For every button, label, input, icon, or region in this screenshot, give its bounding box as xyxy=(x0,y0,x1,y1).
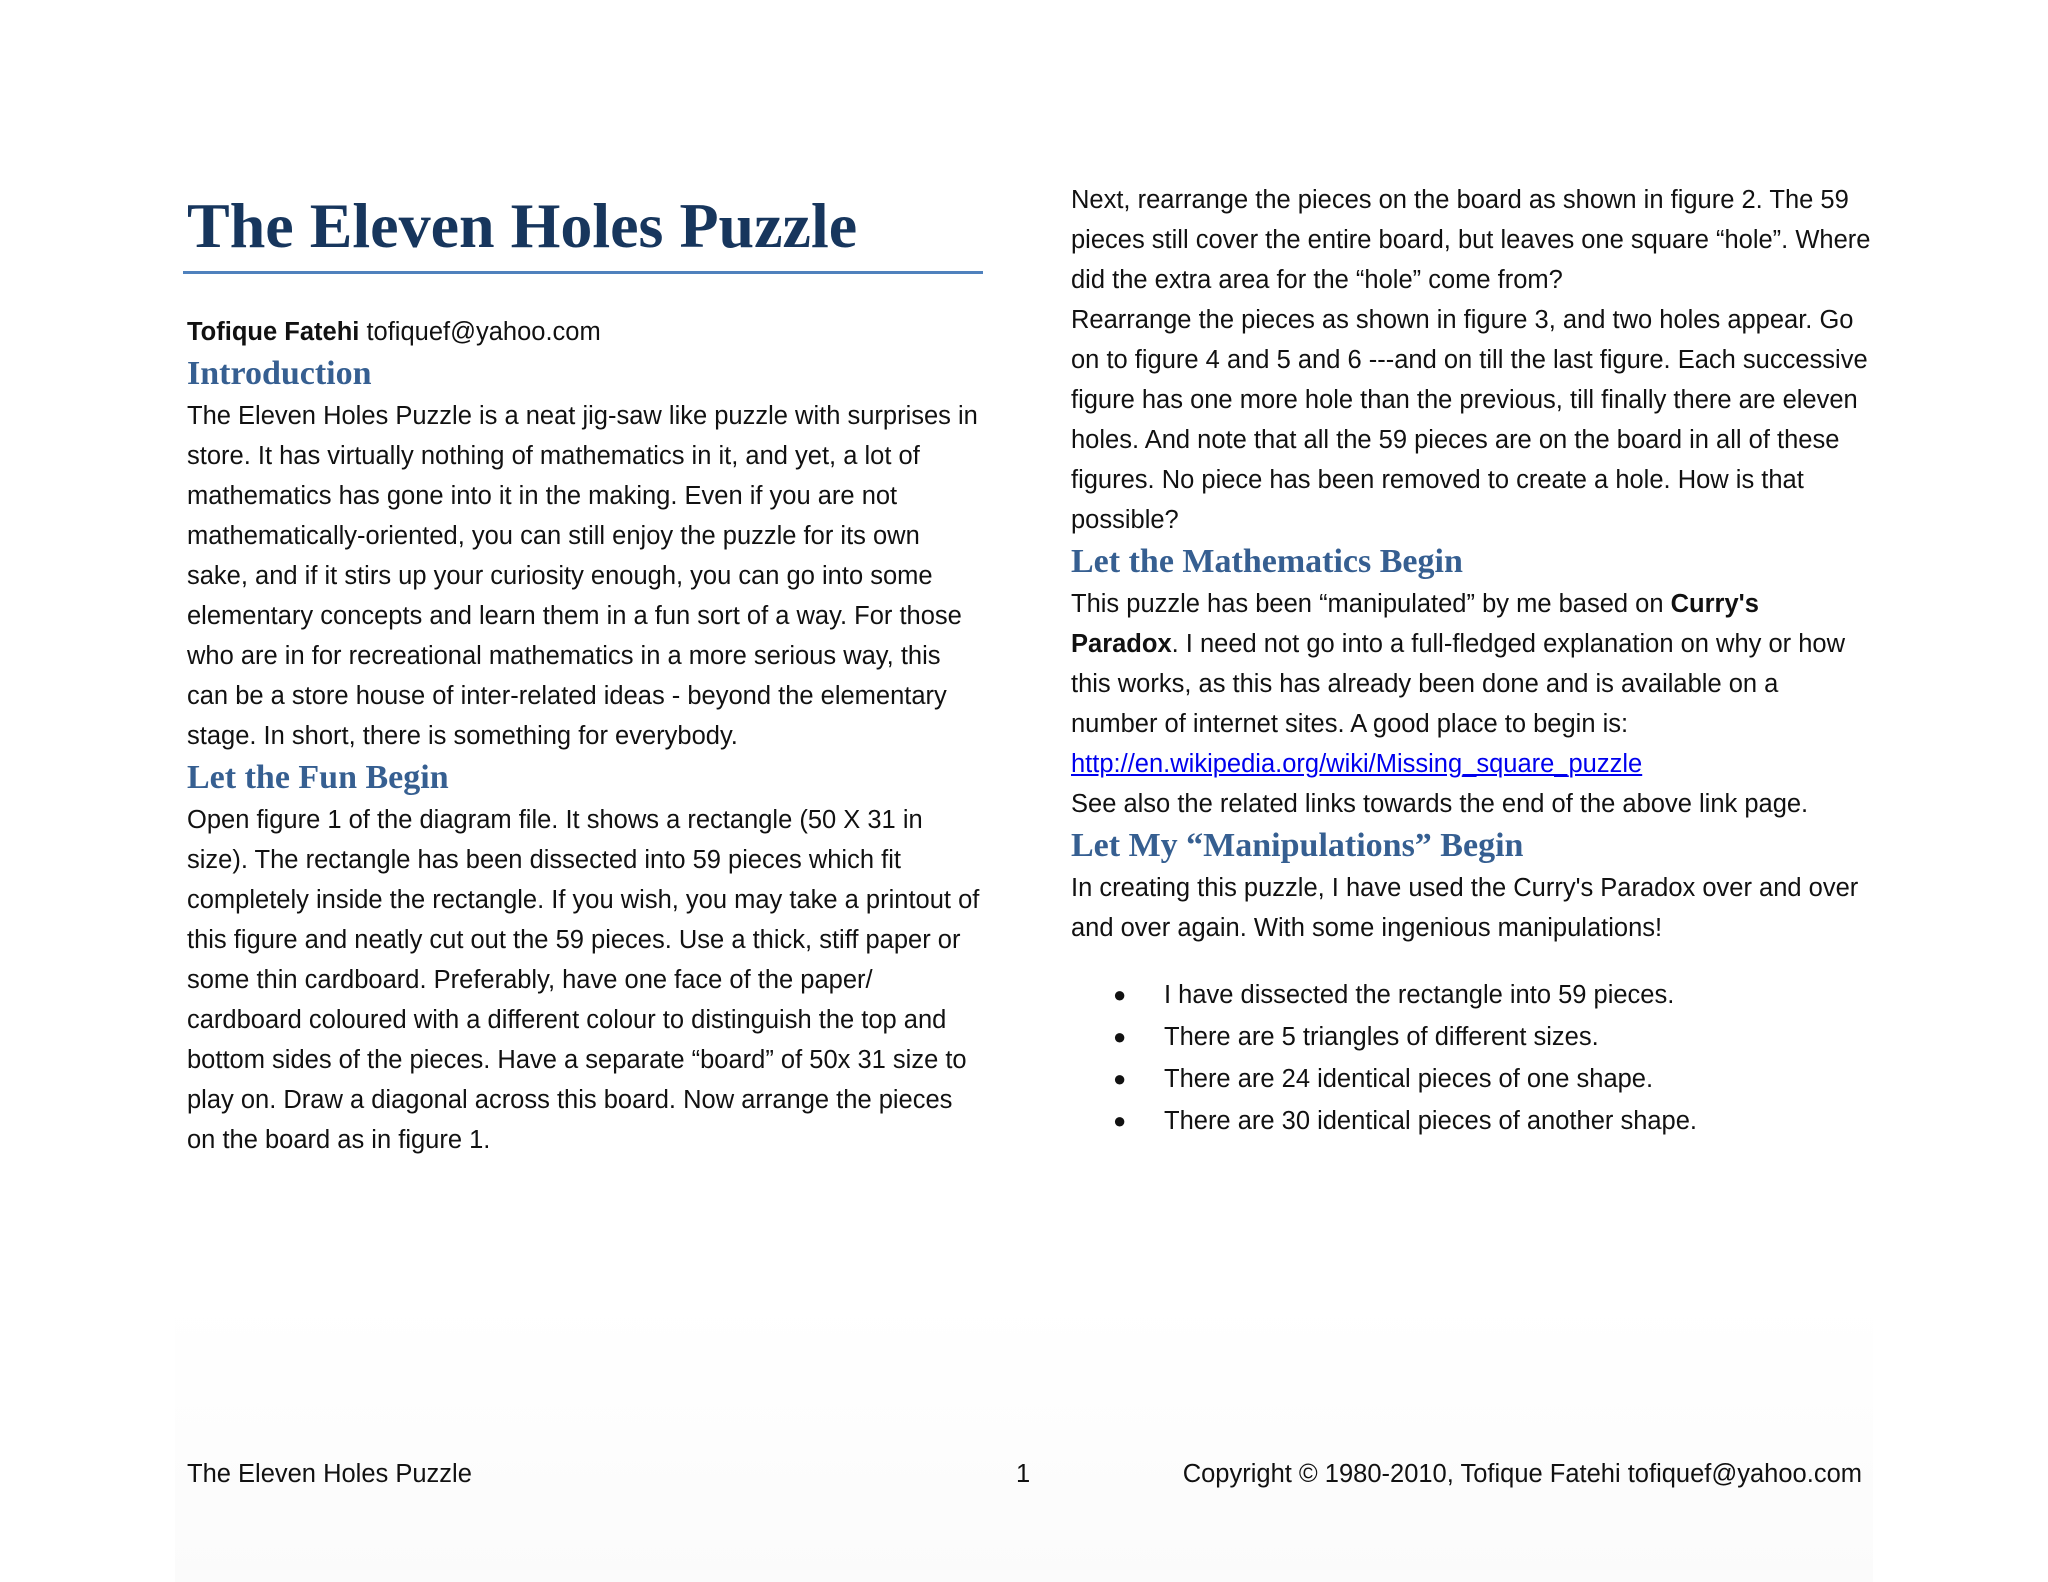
mathematics-text-lead: This puzzle has been “manipulated” by me based on xyxy=(1071,590,1671,618)
bullet-icon: ● xyxy=(1113,1108,1127,1133)
right-column xyxy=(1071,180,1871,1142)
wikipedia-link[interactable]: http://en.wikipedia.org/wiki/Missing_square_puzzle xyxy=(1071,750,1643,778)
title-underline xyxy=(183,271,983,274)
facts-list xyxy=(1071,974,1871,1142)
introduction-text: The Eleven Holes Puzzle is a neat jig-saw like puzzle with surprises in store. It has virtually nothing of mathematics in it, and yet, a lot of mathematics has gone into it in the making. Even if you are not mathematically-oriented, you can still enjoy the puzzle for its own sake, and if it stirs up your curiosity enough, you can go into some elementary concepts and learn them in a fun sort of a way. For those who are in for recreational mathematics in a more serious way, this can be a store house of inter-related ideas - beyond the elementary stage. In short, there is something for everybody. xyxy=(187,401,978,750)
currys-paradox-bold: Curry's Paradox xyxy=(1071,590,1759,658)
footer-page-number: 1 xyxy=(1016,1460,1031,1488)
mathematics-text xyxy=(1071,584,1871,824)
rearrange-paragraph-2: Rearrange the pieces as shown in figure 3, and two holes appear. Go on to figure 4 and 5 and 6 ---and on till the last figure. Each successive figure has one more hole than the previous, till finally there are eleven holes. And note that all the 59 pieces are on the board in all of these figures. No piece has been removed to create a hole. How is that possible? xyxy=(1071,306,1868,534)
rearrange-paragraph-1: Next, rearrange the pieces on the board as shown in figure 2. The 59 pieces still cover the entire board, but leaves one square “hole”. Where did the extra area for the “hole” come from? xyxy=(1071,186,1871,294)
bullet-icon: ● xyxy=(1113,982,1127,1007)
list-item: ● There are 5 triangles of different sizes. xyxy=(1071,1016,1871,1058)
list-item: ● There are 24 identical pieces of one shape. xyxy=(1071,1058,1871,1100)
list-item: ● I have dissected the rectangle into 59 pieces. xyxy=(1071,974,1871,1016)
fun-begin-text: Open figure 1 of the diagram file. It shows a rectangle (50 X 31 in size). The rectangle has been dissected into 59 pieces which fit completely inside the rectangle. If you wish, you may take a printout of this figure and neatly cut out the 59 pieces. Use a thick, stiff paper or some thin cardboard. Preferably, have one face of the paper/ cardboard coloured with a different colour to distinguish the top and bottom sides of the pieces. Have a separate “board” of 50x 31 size to play on. Draw a diagonal across this board. Now arrange the pieces on the board as in figure 1. xyxy=(187,805,980,1154)
bullet-icon: ● xyxy=(1113,1024,1127,1049)
author-email: tofiquef@yahoo.com xyxy=(366,317,601,346)
mathematics-text-see-also: See also the related links towards the end of the above link page. xyxy=(1071,790,1809,818)
page-shade xyxy=(175,1300,1873,1582)
footer-title: The Eleven Holes Puzzle xyxy=(187,1460,472,1488)
left-column xyxy=(187,180,987,1160)
heading-mathematics-begin: Let the Mathematics Begin xyxy=(1071,543,1463,580)
heading-manipulations-begin: Let My “Manipulations” Begin xyxy=(1071,827,1524,864)
author-name: Tofique Fatehi xyxy=(187,317,360,346)
heading-fun-begin: Let the Fun Begin xyxy=(187,758,449,796)
heading-introduction: Introduction xyxy=(187,354,372,392)
manipulations-text: In creating this puzzle, I have used the Curry's Paradox over and over and over again. With some ingenious manipulations! xyxy=(1071,874,1859,942)
mathematics-text-body: . I need not go into a full-fledged explanation on why or how this works, as this has already been done and is available on a number of internet sites. A good place to begin is: xyxy=(1071,630,1846,738)
footer-copyright: Copyright © 1980-2010, Tofique Fatehi tofiquef@yahoo.com xyxy=(1182,1460,1862,1488)
list-item: ● There are 30 identical pieces of another shape. xyxy=(1071,1100,1871,1142)
bullet-icon: ● xyxy=(1113,1066,1127,1091)
author-line xyxy=(187,312,987,352)
document-title: The Eleven Holes Puzzle xyxy=(187,190,858,261)
